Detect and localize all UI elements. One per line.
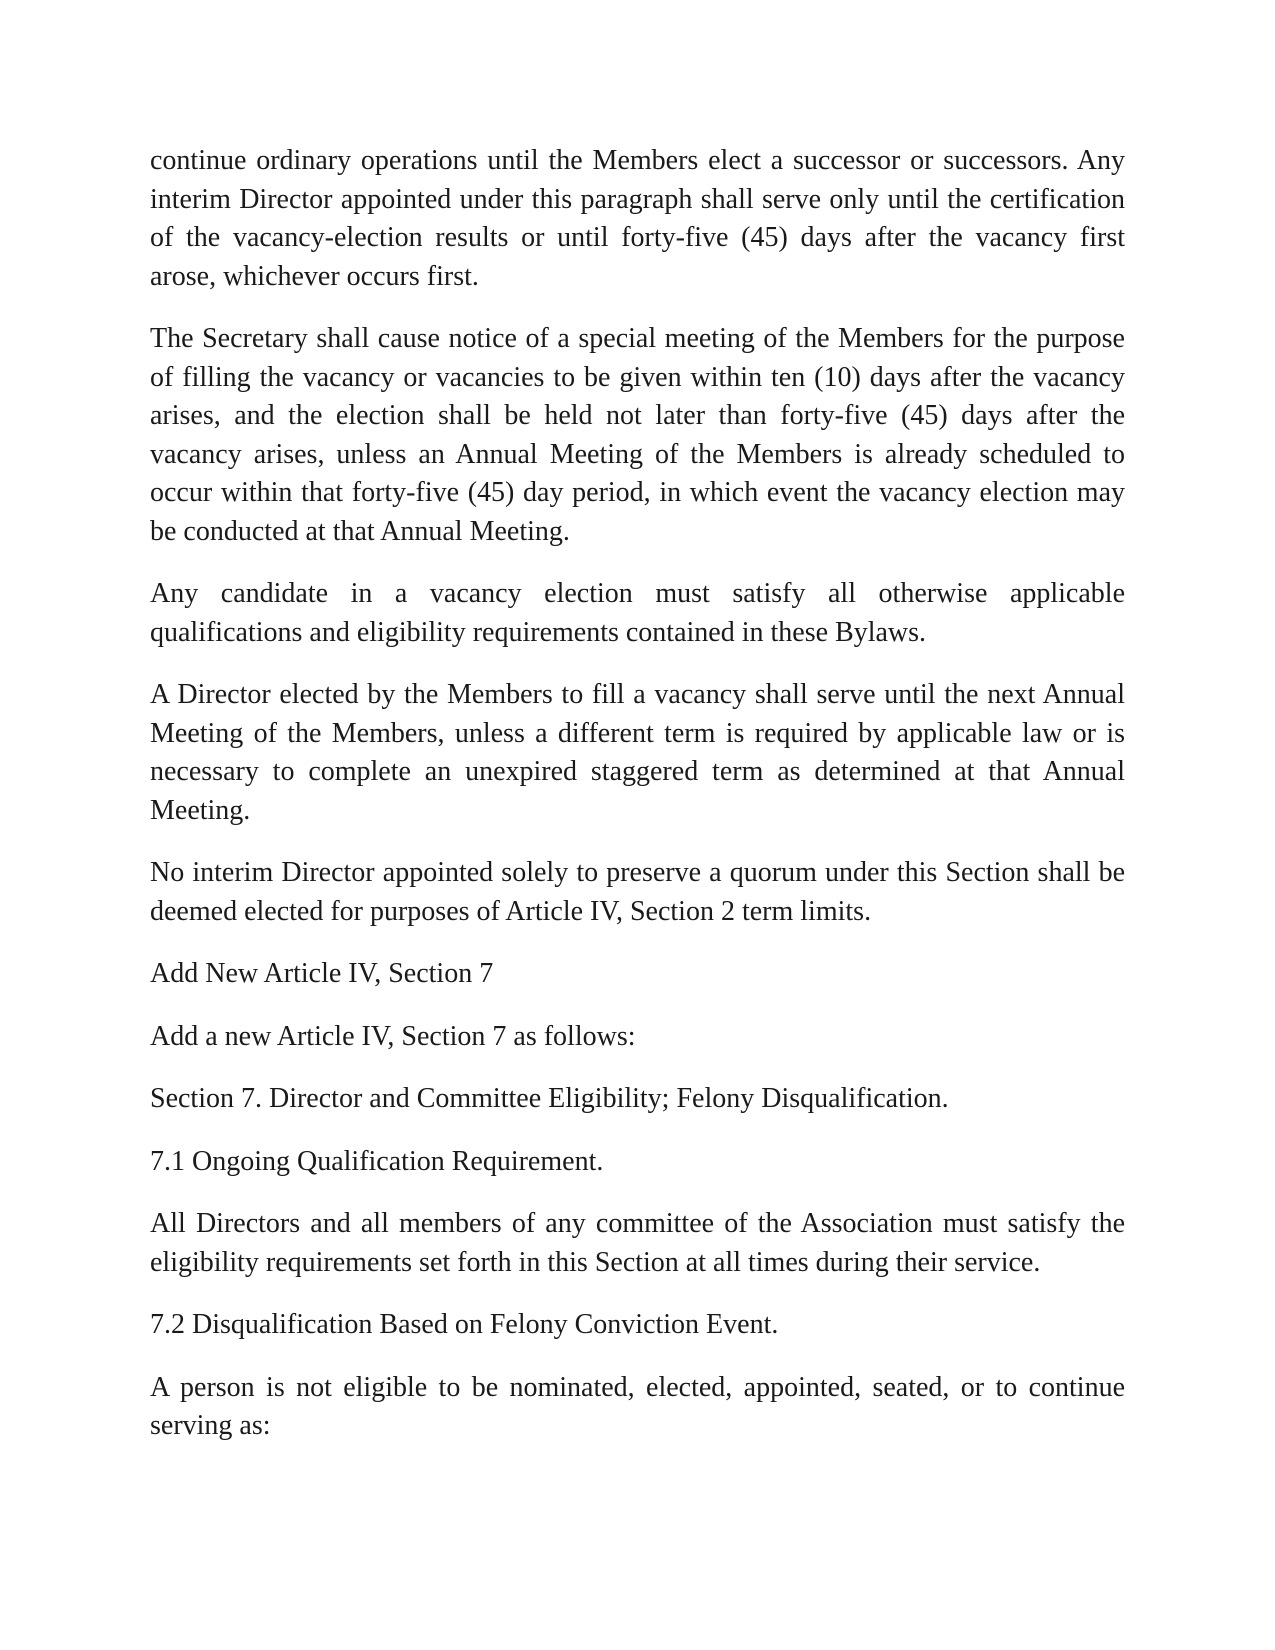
paragraph-eligibility-list-intro: A person is not eligible to be nominated, elected, appointed, seated, or to continue serving as: [150,1371,1125,1441]
paragraph-ongoing-qualification: All Directors and all members of any committee of the Association must satisfy the eligibility requirements set forth in this Section at all times during their service. [150,1208,1125,1278]
paragraph-vacancy-director-term: A Director elected by the Members to fill a vacancy shall serve until the next Annual Meeting of the Members, unless a different term is required by applicable law or is necessary to complete an unexpired staggered term as determined at that Annual Meeting. [150,679,1125,826]
heading-add-new-article: Add New Article IV, Section 7 [150,958,494,989]
paragraph-candidate-qualifications: Any candidate in a vacancy election must satisfy all otherwise applicable qualifications and eligibility requirements contained in these Bylaws. [150,578,1125,648]
paragraph-interim-director-term: continue ordinary operations until the Members elect a successor or successors. Any interim Director appointed under this paragraph shall serve only until the certification of the vacancy-election results or until forty-five (45) days after the vacancy first arose, whichever occurs first. [150,145,1125,292]
paragraph-special-meeting-notice: The Secretary shall cause notice of a special meeting of the Members for the purpose of filling the vacancy or vacancies to be given within ten (10) days after the vacancy arises, and the election shall be held not later than forty-five (45) days after the vacancy arises, unless an Annual Meeting of the Members is already scheduled to occur within that forty-five (45) day period, in which event the vacancy election may be conducted at that Annual Meeting. [150,323,1125,547]
document-page [150,142,1125,1470]
paragraph-add-article-intro: Add a new Article IV, Section 7 as follows: [150,1020,636,1052]
heading-section-7: Section 7. Director and Committee Eligibility; Felony Disqualification. [150,1083,949,1114]
heading-7-2: 7.2 Disqualification Based on Felony Conviction Event. [150,1309,779,1340]
heading-7-1: 7.1 Ongoing Qualification Requirement. [150,1145,604,1177]
paragraph-term-limits: No interim Director appointed solely to preserve a quorum under this Section shall be deemed elected for purposes of Article IV, Section 2 term limits. [150,857,1125,927]
